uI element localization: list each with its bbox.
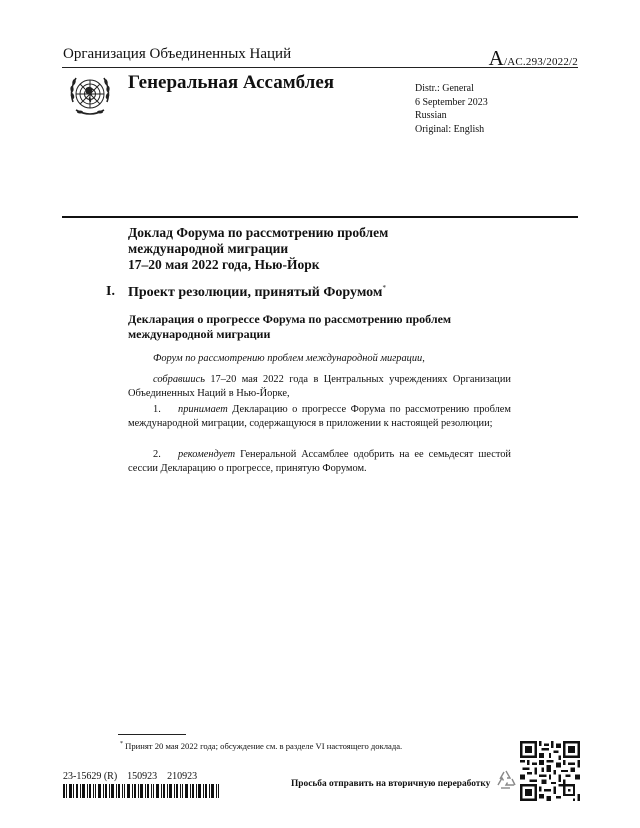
operative-paragraph [128, 448, 511, 476]
organization-name: Организация Объединенных Наций [63, 46, 292, 62]
paragraph-number: 2. [153, 449, 161, 460]
report-title-line: международной миграции [128, 241, 289, 256]
operative-verb: рекомендует [178, 449, 236, 460]
report-title-line: Доклад Форума по рассмотрению проблем [128, 225, 389, 240]
barcode-icon [63, 784, 219, 798]
footnote [120, 741, 402, 751]
un-emblem-icon [64, 72, 116, 120]
preamble-verb: собравшись [153, 374, 205, 385]
qr-code-icon [520, 741, 580, 801]
report-title [128, 225, 508, 273]
preamble-paragraph [128, 373, 511, 401]
title-rule [62, 216, 578, 218]
declaration-title [128, 312, 508, 342]
preamble-rest: , [422, 353, 425, 364]
symbol-rest: /AC.293/2022/2 [504, 56, 578, 68]
symbol-prefix: A [488, 46, 504, 70]
declaration-title-line: Декларация о прогрессе Форума по рассмотрению проблем [128, 312, 452, 326]
document-number: 23-15629 (R) 150923 210923 [63, 771, 198, 782]
preamble-subject: Форум по рассмотрению проблем международной миграции [153, 353, 423, 364]
footnote-text: Принят 20 мая 2022 года; обсуждение см. в разделе VI настоящего доклада. [123, 741, 403, 751]
section-title [128, 284, 386, 301]
section-footnote-marker: * [382, 284, 386, 292]
operative-text: Декларацию о прогрессе Форума по рассмотрению проблем международной миграции, содержащуюся в приложении к настоящей резолюции; [128, 404, 511, 429]
section-number: I. [106, 284, 115, 299]
recycle-icon [494, 768, 518, 792]
footnote-rule [118, 734, 186, 735]
operative-verb: принимает [178, 404, 228, 415]
operative-paragraph [128, 403, 511, 431]
operative-text: Генеральной Ассамблее одобрить на ее семьдесят шестой сессии Декларацию о прогрессе, принятую Форумом. [128, 449, 511, 474]
preamble-text: 17–20 мая 2022 года в Центральных учреждениях Организации Объединенных Наций в Нью-Йорке, [128, 374, 511, 399]
preamble-paragraph [128, 352, 511, 366]
original-language: Original: English [415, 123, 485, 135]
paragraph-number: 1. [153, 404, 161, 415]
body-name: Генеральная Ассамблея [128, 72, 335, 93]
recycle-text: Просьба отправить на вторичную переработку [291, 779, 491, 789]
document-date: 6 September 2023 [415, 96, 488, 108]
distribution: Distr.: General [415, 83, 474, 94]
footnote-marker: * [120, 741, 123, 747]
report-title-line: 17–20 мая 2022 года, Нью-Йорк [128, 257, 320, 272]
document-meta [415, 82, 488, 136]
header-rule [62, 67, 578, 68]
section-title-text: Проект резолюции, принятый Форумом [128, 285, 383, 300]
document-language: Russian [415, 110, 447, 121]
declaration-title-line: международной миграции [128, 327, 271, 341]
